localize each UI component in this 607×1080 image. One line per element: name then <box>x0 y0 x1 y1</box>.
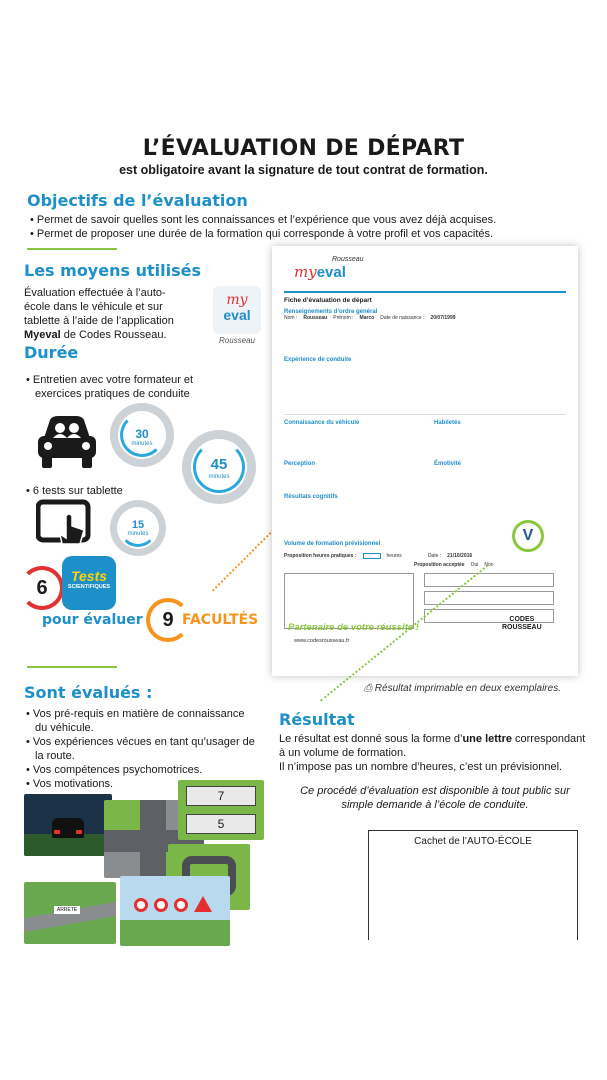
divider <box>27 248 117 250</box>
evalue-item: • Vos pré-requis en matière de connaissance du véhicule. <box>26 707 256 735</box>
evalue-item: • Vos compétences psychomotrices. <box>26 763 256 777</box>
resultat-text: Le résultat est donné sous la forme d’une lettre correspondant à un volume de formation. <box>279 733 586 759</box>
objectif-item: • Permet de proposer une durée de la formation qui corresponde à votre profil et vos capacités. <box>30 227 590 241</box>
stopwatch-45-icon: 45 minutes <box>182 430 256 504</box>
moyens-text: Évaluation effectuée à l’auto-école dans le véhicule et sur tablette à l’aide de l’application Myeval de Codes Rousseau. <box>24 287 174 341</box>
facultes-text: FACULTÉS <box>182 612 259 628</box>
form-header-bar <box>284 291 566 293</box>
resultat-note: Ce procédé d’évaluation est disponible à tout public sur simple demande à l’école de conduite. <box>300 785 570 811</box>
myeval-logo: my eval <box>213 286 261 334</box>
form-identity-row: Nom : Rousseau Prénom : Marco Date de naissance : 20/07/1999 <box>284 315 456 321</box>
duree-item: • Entretien avec votre formateur et exercices pratiques de conduite <box>26 373 206 401</box>
form-slogan: Partenaire de votre réussite ! <box>288 622 419 633</box>
stopwatch-30-icon: 30 minutes <box>110 403 174 467</box>
form-proposition-row: Proposition heures pratiques : heures Date : 21/10/2016 <box>284 552 473 559</box>
divider <box>27 666 117 668</box>
form-section: Habiletés <box>434 419 461 426</box>
form-section: Connaissance du véhicule <box>284 419 360 426</box>
form-section: Expérience de conduite <box>284 356 352 363</box>
print-note: ⎙ Résultat imprimable en deux exemplaires. <box>364 683 561 694</box>
duree-list-2 <box>26 484 176 498</box>
form-comment-box <box>284 573 414 629</box>
result-letter-badge: V <box>512 520 544 552</box>
page-subtitle: est obligatoire avant la signature de tout contrat de formation. <box>119 163 488 177</box>
sont-evalues-heading: Sont évalués : <box>24 683 153 702</box>
duree-heading: Durée <box>24 343 79 362</box>
form-section: Émotivité <box>434 460 462 467</box>
evalue-item: • Vos expériences vécues en tant qu’usager de la route. <box>26 735 256 763</box>
form-section: Volume de formation prévisionnel <box>284 540 381 547</box>
printer-icon: ⎙ <box>364 683 375 694</box>
stop-sign-screen: ARRETE <box>24 882 116 944</box>
rousseau-logo-text: Rousseau <box>218 336 256 345</box>
objectif-item: • Permet de savoir quelles sont les connaissances et l’expérience que vous avez déjà acquises. <box>30 213 590 227</box>
resultat-text-2: Il n’impose pas un nombre d’heures, c’est un prévisionnel. <box>279 761 563 773</box>
road-signs-screen <box>120 876 230 946</box>
form-section: Renseignements d’ordre général <box>284 309 378 315</box>
codes-rousseau-logo: CODES ROUSSEAU <box>502 616 542 631</box>
form-acceptee-row: Proposition acceptée Oui Non <box>414 562 494 568</box>
form-logo: Rousseau myeval <box>294 256 364 281</box>
moyens-heading: Les moyens utilisés <box>24 261 201 280</box>
six-tests-number: 6 <box>20 566 64 610</box>
page-title: L’ÉVALUATION DE DÉPART <box>142 136 465 161</box>
pour-evaluer-text: pour évaluer <box>42 612 143 628</box>
nine-facultes-number: 9 <box>146 598 190 642</box>
stamp-label: Cachet de l’AUTO-ÉCOLE <box>414 836 532 847</box>
car-icon <box>34 410 100 476</box>
form-title: Fiche d’évaluation de départ <box>284 297 372 304</box>
objectifs-list <box>30 213 590 241</box>
form-url: www.codesrousseau.fr <box>294 638 350 644</box>
resultat-heading: Résultat <box>279 710 355 729</box>
tablet-touch-icon <box>36 498 98 548</box>
tests-scientifiques-badge: Tests SCIENTIFIQUES <box>62 556 116 610</box>
duree-list-1 <box>26 373 206 401</box>
counter-screen: 7 5 <box>178 780 264 840</box>
objectifs-heading: Objectifs de l’évaluation <box>27 191 248 210</box>
night-driving-screen <box>24 794 112 856</box>
sont-evalues-list <box>26 707 256 791</box>
stopwatch-15-icon: 15 minutes <box>110 500 166 556</box>
evalue-item: • Vos motivations. <box>26 777 256 791</box>
duree-item: • 6 tests sur tablette <box>26 484 176 498</box>
evaluation-form-preview <box>272 246 578 676</box>
form-section: Résultats cognitifs <box>284 493 338 500</box>
form-section: Perception <box>284 460 316 467</box>
